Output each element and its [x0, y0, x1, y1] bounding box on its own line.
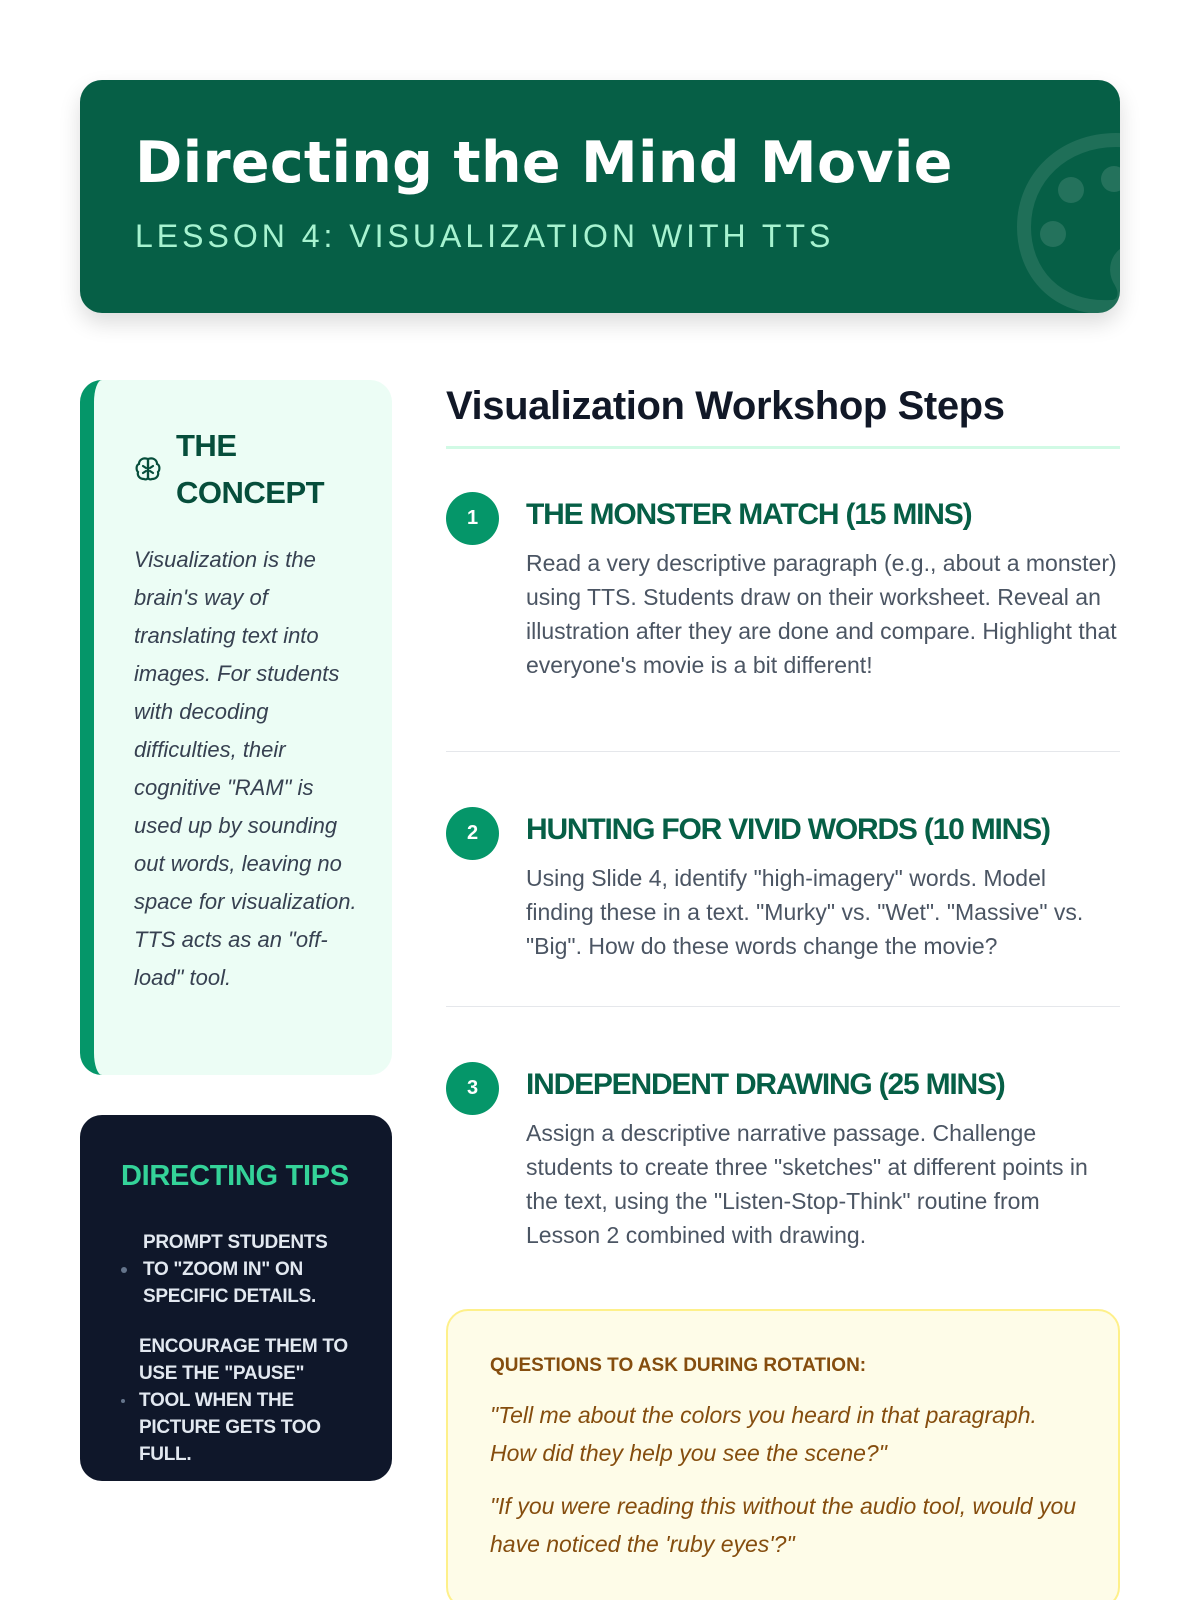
concept-heading [134, 422, 336, 516]
bullet-icon [121, 1399, 125, 1403]
concept-card [80, 380, 392, 1075]
brain-icon [134, 455, 162, 483]
step-description: Assign a descriptive narrative passage. Challenge students to create three "sketches" at different points in the text, using the "Listen-Stop-Think" routine from Lesson 2 combined with drawing. [526, 1120, 1088, 1248]
step-number-badge: 2 [446, 807, 499, 860]
concept-body: Visualization is the brain's way of translating text into images. For students with decoding difficulties, their cognitive "RAM" is used up by sounding out words, leaving no space for visualization. TTS acts as an "off-load" tool. [134, 547, 357, 990]
step-divider [446, 1006, 1120, 1007]
directing-tips-card [80, 1115, 392, 1481]
step-heading: INDEPENDENT DRAWING (25 MINS) [526, 1068, 1005, 1101]
tip-item [121, 1229, 343, 1310]
page-title: Directing the Mind Movie [135, 130, 953, 196]
palette-icon [1016, 132, 1120, 313]
workshop-title: Visualization Workshop Steps [446, 380, 1120, 449]
lesson-header [80, 80, 1120, 313]
step-description: Using Slide 4, identify "high-imagery" words. Model finding these in a text. "Murky" vs. "Wet". "Massive" vs. "Big". How do these words change the movie? [526, 865, 1084, 959]
tip-item [121, 1333, 351, 1468]
step-description: Read a very descriptive paragraph (e.g., about a monster) using TTS. Students draw on their worksheet. Reveal an illustration after they are done and compare. Highlight that everyone's movie is a bit different! [526, 550, 1117, 678]
lesson-subtitle: LESSON 4: VISUALIZATION WITH TTS [135, 218, 835, 254]
tip-text: ENCOURAGE THEM TO USE THE "PAUSE" TOOL WHEN THE PICTURE GETS TOO FULL. [139, 1336, 348, 1465]
workshop-section [446, 380, 1120, 1248]
concept-title: THE CONCEPT [176, 428, 325, 510]
question-item: "If you were reading this without the audio tool, would you have noticed the 'ruby eyes'?" [490, 1493, 1077, 1557]
step-number-badge: 3 [446, 1062, 499, 1115]
tips-title: DIRECTING TIPS [121, 1160, 349, 1192]
step-number-badge: 1 [446, 492, 499, 545]
rotation-questions-card [446, 1309, 1120, 1600]
bullet-icon [121, 1267, 127, 1273]
question-item: "Tell me about the colors you heard in that paragraph. How did they help you see the scene?" [490, 1402, 1037, 1466]
step-divider [446, 751, 1120, 752]
step-heading: THE MONSTER MATCH (15 MINS) [526, 498, 972, 531]
tip-text: PROMPT STUDENTS TO "ZOOM IN" ON SPECIFIC DETAILS. [143, 1232, 328, 1307]
step-heading: HUNTING FOR VIVID WORDS (10 MINS) [526, 813, 1050, 846]
questions-title: QUESTIONS TO ASK DURING ROTATION: [490, 1355, 867, 1376]
